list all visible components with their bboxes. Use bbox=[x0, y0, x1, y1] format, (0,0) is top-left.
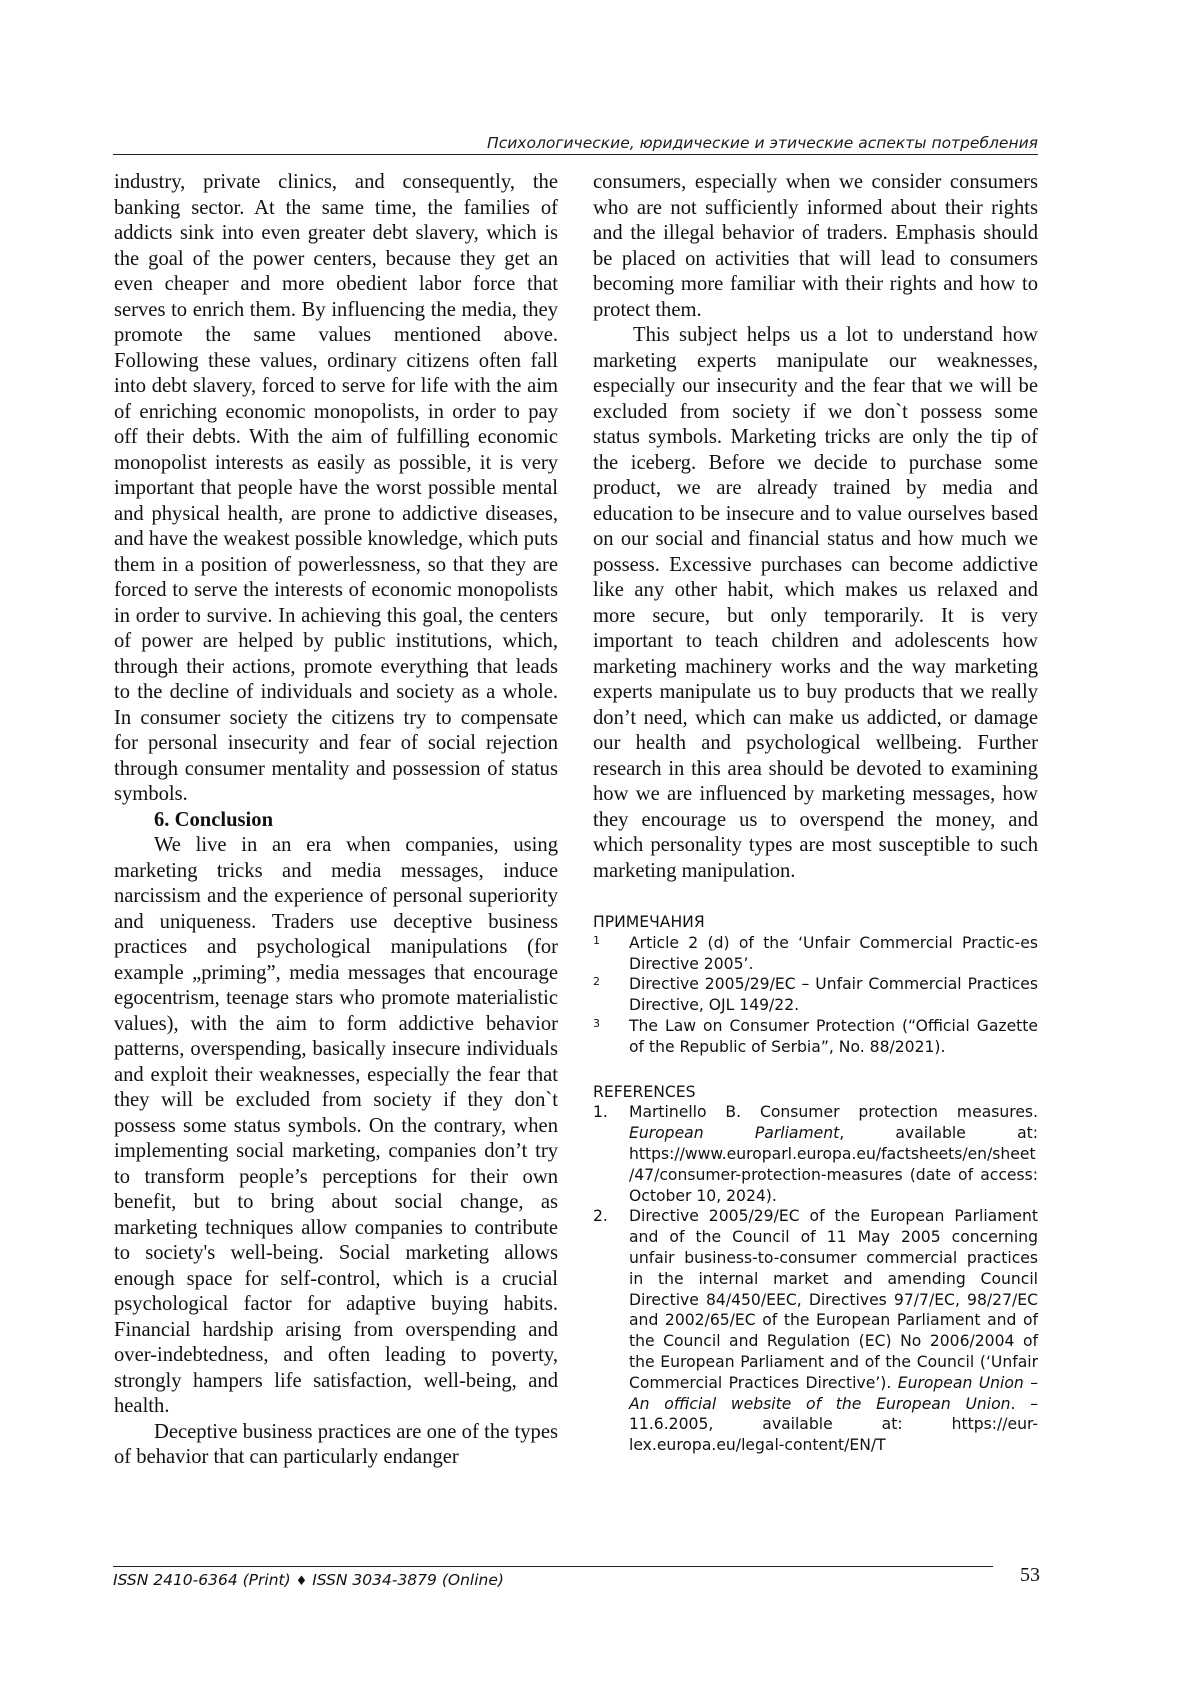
left-paragraph-3: Deceptive business practices are one of the types of behavior that can particularly endanger bbox=[114, 1420, 558, 1468]
footer-rule bbox=[113, 1566, 993, 1567]
footer-issn bbox=[113, 1571, 504, 1591]
reference-number: 1. bbox=[593, 1103, 608, 1122]
right-paragraph-2: This subject helps us a lot to understand how marketing experts manipulate our weaknesses, especially our insecurity and the fear that we will be excluded from society if we don`t possess some status symbols. Marketing tricks are only the tip of the iceberg. Before we decide to purchase some product, we are already trained by media and education to be insecure and to value ourselves based on our social and financial status and how much we possess. Excessive purchases can become addictive like any other habit, which makes us relaxed and more secure, but only temporarily. It is very important to teach children and adolescents how marketing machinery works and the way marketing experts manipulate us to buy products that we really don’t need, which can make us addicted, or damage our health and psychological wellbeing. Further research in this area should be devoted to examining how we are influenced by marketing messages, how they encourage us to overspend the money, and which personality types are most susceptible to such marketing manipulation. bbox=[593, 324, 1038, 882]
note-number: 1 bbox=[593, 933, 600, 947]
note-text: Directive 2005/29/EC – Unfair Commercial Practices Directive, OJL 149/22. bbox=[629, 975, 1038, 1015]
reference-source-italic: European Union – An official website of the European Union bbox=[629, 1373, 1038, 1413]
note-text: The Law on Consumer Protection (“Official Gazette of the Republic of Serbia”, No. 88/2021). bbox=[629, 1016, 1038, 1056]
left-paragraph-1: industry, private clinics, and consequently, the banking sector. At the same time, the families of addicts sink into even greater debt slavery, which is the goal of the power centers, because they get an even cheaper and more obedient labor force that serves to enrich them. By influencing the media, they promote the same values mentioned above. Following these values, ordinary citizens often fall into debt slavery, forced to serve for life with the aim of enriching economic monopolists, in order to pay off their debts. With the aim of fulfilling economic monopolist interests as easily as possible, it is very important that people have the worst possible mental and physical health, are prone to addictive diseases, and have the weakest possible knowledge, which puts them in a position of powerlessness, so that they are forced to serve the interests of economic monopolists in order to survive. In achieving this goal, the centers of power are helped by public institutions, which, through their actions, promote everything that leads to the decline of individuals and society as a whole. In consumer society the citizens try to compensate for personal insecurity and fear of social rejection through consumer mentality and possession of status symbols. bbox=[114, 171, 558, 805]
left-paragraph-2: We live in an era when companies, using marketing tricks and media messages, induce narcissism and the experience of personal superiority and uniqueness. Traders use deceptive business practices and psychological manipulations (for example „priming”, media messages that encourage egocentrism, teenage stars who promote materialistic values), with the aim to form addictive behavior patterns, overspending, basically insecure individuals and exploit their weaknesses, especially the fear that they will be excluded from society if they don`t possess some status symbols. On the contrary, when implementing social marketing, companies don’t try to transform people’s perceptions for their own benefit, but to bring about social change, as marketing techniques allow companies to contribute to society's well-being. Social marketing allows enough space for self-control, which is a crucial psychological factor for adaptive buying habits. Financial hardship arising from overspending and over-indebtedness, and often leading to poverty, strongly hampers life satisfaction, well-being, and health. bbox=[114, 834, 558, 1417]
note-item bbox=[593, 933, 1038, 975]
reference-item bbox=[593, 1206, 1038, 1456]
reference-tail: , available at: https://www.europarl.europa.eu/factsheets/en/sheet/47/consumer-protection-measures (date of access: October 10, 2024). bbox=[629, 1124, 1038, 1205]
reference-source-italic: European Parliament bbox=[629, 1124, 840, 1143]
reference-lead: Directive 2005/29/EC of the European Parliament and of the Council of 11 May 2005 concerning unfair business-to-consumer commercial practices in the internal market and amending Council Directive 84/450/EEC, Directives 97/7/EC, 98/27/EC and 2002/65/EC of the European Parliament and of the Council and Regulation (EC) No 2006/2004 of the European Parliament and of the Council (‘Unfair Commercial Practices Directive’). bbox=[629, 1207, 1038, 1392]
running-title: Психологические, юридические и этические аспекты потребления bbox=[487, 134, 1038, 152]
left-column bbox=[114, 170, 558, 1471]
diamond-separator-icon: ♦ bbox=[295, 1574, 308, 1589]
reference-text bbox=[629, 1102, 1038, 1206]
references-section bbox=[593, 1082, 1038, 1456]
reference-number: 2. bbox=[593, 1207, 608, 1226]
reference-tail: . – 11.6.2005, available at: https://eur-lex.europa.eu/legal-content/EN/T bbox=[629, 1394, 1038, 1455]
header-rule bbox=[113, 154, 1038, 155]
notes-title: ПРИМЕЧАНИЯ bbox=[593, 913, 705, 931]
reference-lead: Martinello B. Consumer protection measures. bbox=[629, 1103, 1038, 1122]
section-heading-conclusion: 6. Conclusion bbox=[154, 808, 274, 831]
page-number: 53 bbox=[1020, 1564, 1040, 1586]
note-text: Article 2 (d) of the ‘Unfair Commercial Practic-es Directive 2005’. bbox=[629, 933, 1038, 973]
note-number: 2 bbox=[593, 975, 600, 989]
right-column bbox=[593, 170, 1038, 1456]
note-number: 3 bbox=[593, 1016, 600, 1030]
note-item bbox=[593, 974, 1038, 1016]
references-title: REFERENCES bbox=[593, 1082, 696, 1101]
issn-print: ISSN 2410-6364 (Print) bbox=[113, 1571, 291, 1589]
reference-item bbox=[593, 1102, 1038, 1206]
right-paragraph-1: consumers, especially when we consider consumers who are not sufficiently informed about their rights and the illegal behavior of traders. Emphasis should be placed on activities that will lead to consumers becoming more familiar with their rights and how to protect them. bbox=[593, 171, 1038, 321]
notes-section bbox=[593, 912, 1038, 1058]
reference-text bbox=[629, 1206, 1038, 1456]
issn-online: ISSN 3034-3879 (Online) bbox=[312, 1571, 504, 1589]
note-item bbox=[593, 1016, 1038, 1058]
